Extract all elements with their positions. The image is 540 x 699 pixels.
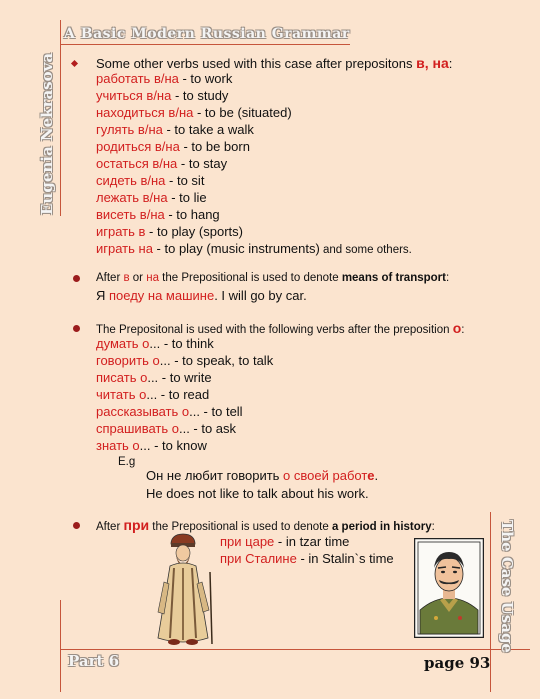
s3-verb-line: думать о... - to think (96, 336, 214, 351)
stalin-portrait (414, 538, 484, 638)
bottom-left-rule (60, 600, 61, 692)
s4-example-1: при царе - in tzar time (220, 534, 350, 549)
s3-example-en: He does not like to talk about his work. (146, 486, 369, 501)
s3-verb-line: знать о... - to know (96, 438, 207, 453)
s1-verb-line: работать в/на - to work (96, 71, 233, 86)
author-name: Eugenia Nekrasova (38, 52, 56, 215)
s3-example-ru: Он не любит говорить о своей работе. (146, 468, 379, 483)
bottom-rule (60, 649, 530, 650)
s1-verb-line: учиться в/на - to study (96, 88, 229, 103)
s3-intro: The Prepositonal is used with the following verbs after the preposition о: (96, 320, 465, 336)
eg-label: E.g (118, 456, 136, 468)
s1-verb-line: родиться в/на - to be born (96, 139, 250, 154)
s4-intro: After при the Prepositional is used to denote a period in history: (96, 517, 435, 533)
s3-verb-line: писать о... - to write (96, 370, 212, 385)
part-label: Part 6 (68, 652, 120, 670)
s2-example: Я поеду на машине. I will go by car. (96, 288, 307, 303)
book-title: A Basic Modern Russian Grammar (64, 26, 350, 42)
s4-example-2: при Сталине - in Stalin`s time (220, 551, 394, 566)
left-rule (60, 20, 61, 216)
s3-verb-line: рассказывать о... - to tell (96, 404, 243, 419)
diamond-bullet-icon (71, 60, 78, 67)
bullet-icon (73, 325, 80, 332)
s1-verb-line: находиться в/на - to be (situated) (96, 105, 292, 120)
s1-verb-line: висеть в/на - to hang (96, 207, 220, 222)
bullet-icon (73, 522, 80, 529)
s2-intro: After в or на the Prepositional is used to denote means of transport: (96, 272, 450, 284)
s1-verb-line: играть в - to play (sports) (96, 224, 243, 239)
top-rule (60, 44, 350, 45)
page-number: page 93 (424, 654, 491, 672)
bullet-icon (73, 275, 80, 282)
s1-verb-line: играть на - to play (music instruments) and some others. (96, 241, 412, 256)
s1-verb-line: гулять в/на - to take a walk (96, 122, 254, 137)
section-label: The Case Usage (498, 520, 516, 653)
s1-intro: Some other verbs used with this case after prepositons в, на: (96, 55, 453, 71)
s1-verb-line: сидеть в/на - to sit (96, 173, 205, 188)
s1-verb-line: лежать в/на - to lie (96, 190, 207, 205)
s3-verb-line: говорить о... - to speak, to talk (96, 353, 274, 368)
s3-verb-line: читать о... - to read (96, 387, 210, 402)
tsar-illustration (152, 532, 214, 648)
s1-verb-line: остаться в/на - to stay (96, 156, 228, 171)
s3-verb-line: спрашивать о... - to ask (96, 421, 237, 436)
